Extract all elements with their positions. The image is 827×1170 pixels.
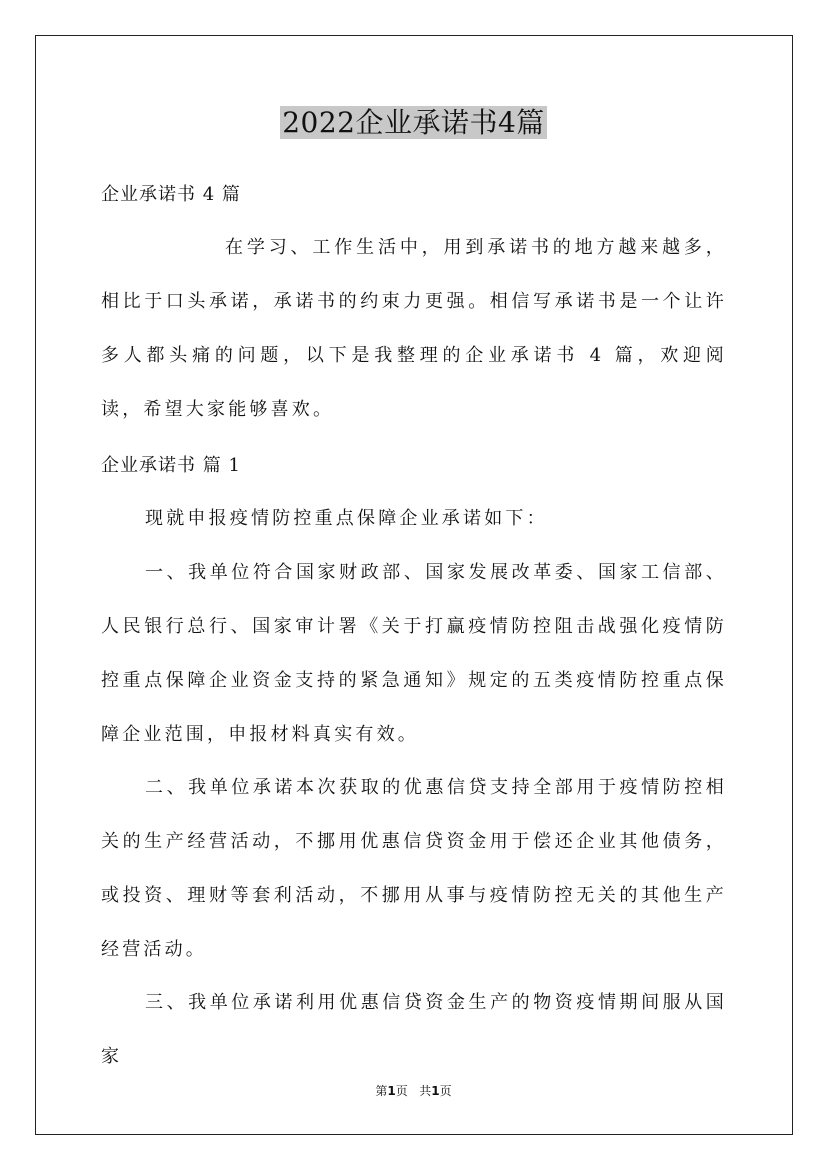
footer-total-prefix: 共: [419, 1084, 432, 1098]
page-footer: [0, 1083, 827, 1099]
document-subtitle: 企业承诺书 4 篇: [101, 184, 241, 205]
item-1-paragraph: 一、我单位符合国家财政部、国家发展改革委、国家工信部、人民银行总行、国家审计署《关于打赢疫情防控阻击战强化疫情防控重点保障企业资金支持的紧急通知》规定的五类疫情防控重点保障企业范围，申报材料真实有效。: [101, 562, 727, 745]
footer-page-number: 1: [387, 1084, 396, 1098]
item-2-paragraph: 二、我单位承诺本次获取的优惠信贷支持全部用于疫情防控相关的生产经营活动，不挪用优惠信贷资金用于偿还企业其他债务，或投资、理财等套利活动，不挪用从事与疫情防控无关的其他生产经营活动。: [101, 777, 727, 960]
footer-page-unit: 页: [395, 1084, 408, 1098]
document-title: [0, 104, 827, 142]
item-3-paragraph: 三、我单位承诺利用优惠信贷资金生产的物资疫情期间服从国家: [101, 992, 727, 1067]
footer-total-number: 1: [431, 1084, 440, 1098]
lead-paragraph: 现就申报疫情防控重点保障企业承诺如下：: [145, 508, 548, 529]
document-title-text: 2022企业承诺书4篇: [282, 106, 545, 139]
footer-page-prefix: 第: [375, 1084, 388, 1098]
intro-paragraph: 在学习、工作生活中，用到承诺书的地方越来越多，相比于口头承诺，承诺书的约束力更强。相信写承诺书是一个让许多人都头痛的问题，以下是我整理的企业承诺书 4 篇，欢迎阅读，希望大家能够喜欢。: [101, 237, 727, 420]
footer-total-unit: 页: [439, 1084, 452, 1098]
section-heading: 企业承诺书 篇 1: [101, 455, 241, 476]
